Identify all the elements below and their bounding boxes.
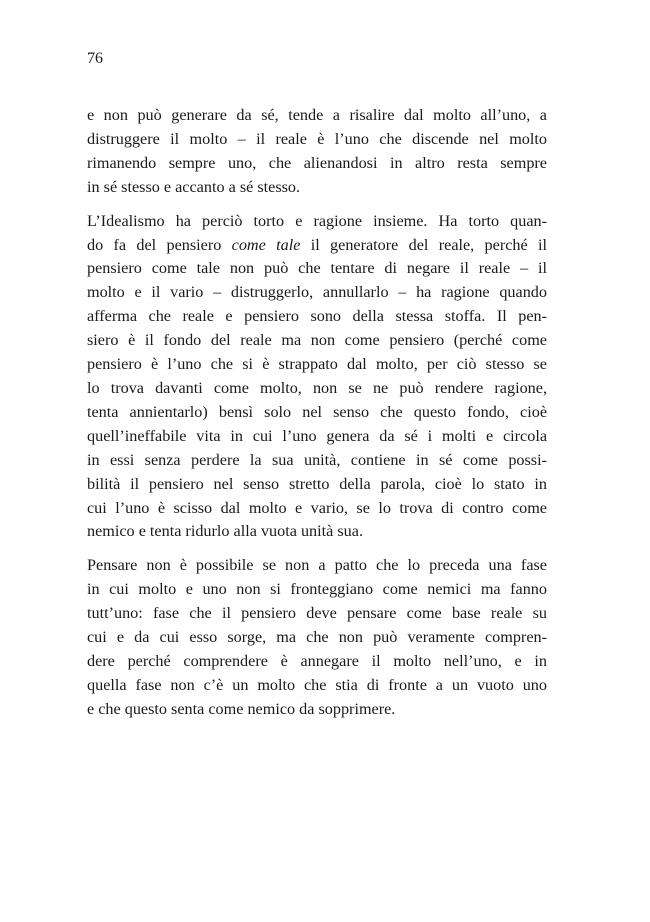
text-line: in sé stesso e accanto a sé stesso. bbox=[87, 177, 301, 196]
text-line: dere perché comprendere è annegare il molto nell’uno, e in bbox=[87, 651, 547, 670]
body-text bbox=[87, 104, 547, 732]
text-line: e che questo senta come nemico da sopprimere. bbox=[87, 699, 396, 718]
text-line: quella fase non c’è un molto che stia di fronte a un vuoto uno bbox=[87, 675, 547, 694]
text-line: in essi senza perdere la sua unità, contiene in sé come possi- bbox=[87, 450, 547, 469]
page-number: 76 bbox=[87, 50, 103, 67]
text-line: siero è il fondo del reale ma non come pensiero (perché come bbox=[87, 331, 547, 350]
text-line: lo trova davanti come molto, non se ne può rendere ragione, bbox=[87, 378, 547, 397]
text-line: rimanendo sempre uno, che alienandosi in altro resta sempre bbox=[87, 153, 547, 172]
text-line: Pensare non è possibile se non a patto che lo preceda una fase bbox=[87, 556, 547, 575]
paragraph-1 bbox=[87, 104, 547, 200]
text-line-with-italic bbox=[87, 234, 547, 258]
text-line: cui e da cui esso sorge, ma che non può veramente compren- bbox=[87, 628, 547, 647]
paragraph-2 bbox=[87, 210, 547, 545]
italic-phrase: come tale bbox=[231, 235, 301, 254]
text-line: bilità il pensiero nel senso stretto della parola, cioè lo stato in bbox=[87, 474, 547, 493]
text-segment: do fa del pensiero bbox=[87, 235, 232, 254]
text-line: cui l’uno è scisso dal molto e vario, se lo trova di contro come bbox=[87, 498, 547, 517]
text-line: pensiero è l’uno che si è strappato dal molto, per ciò stesso se bbox=[87, 355, 547, 374]
text-line: L’Idealismo ha perciò torto e ragione insieme. Ha torto quan- bbox=[87, 211, 547, 230]
text-line: e non può generare da sé, tende a risalire dal molto all’uno, a bbox=[87, 106, 547, 124]
text-segment: il generatore del reale, perché il bbox=[300, 235, 547, 254]
text-line: pensiero come tale non può che tentare di negare il reale – il bbox=[87, 259, 547, 278]
text-line: molto e il vario – distruggerlo, annullarlo – ha ragione quando bbox=[87, 283, 547, 302]
paragraph-3 bbox=[87, 554, 547, 721]
text-line: quell’ineffabile vita in cui l’uno genera da sé i molti e circola bbox=[87, 426, 547, 445]
text-line: afferma che reale e pensiero sono della stessa stoffa. Il pen- bbox=[87, 307, 547, 326]
text-line: tutt’uno: fase che il pensiero deve pensare come base reale su bbox=[87, 604, 547, 623]
text-line: distruggere il molto – il reale è l’uno che discende nel molto bbox=[87, 129, 547, 148]
text-line: tenta annientarlo) bensì solo nel senso che questo fondo, cioè bbox=[87, 402, 547, 421]
text-line: in cui molto e uno non si fronteggiano come nemici ma fanno bbox=[87, 580, 547, 599]
text-line: nemico e tenta ridurlo alla vuota unità sua. bbox=[87, 522, 363, 541]
